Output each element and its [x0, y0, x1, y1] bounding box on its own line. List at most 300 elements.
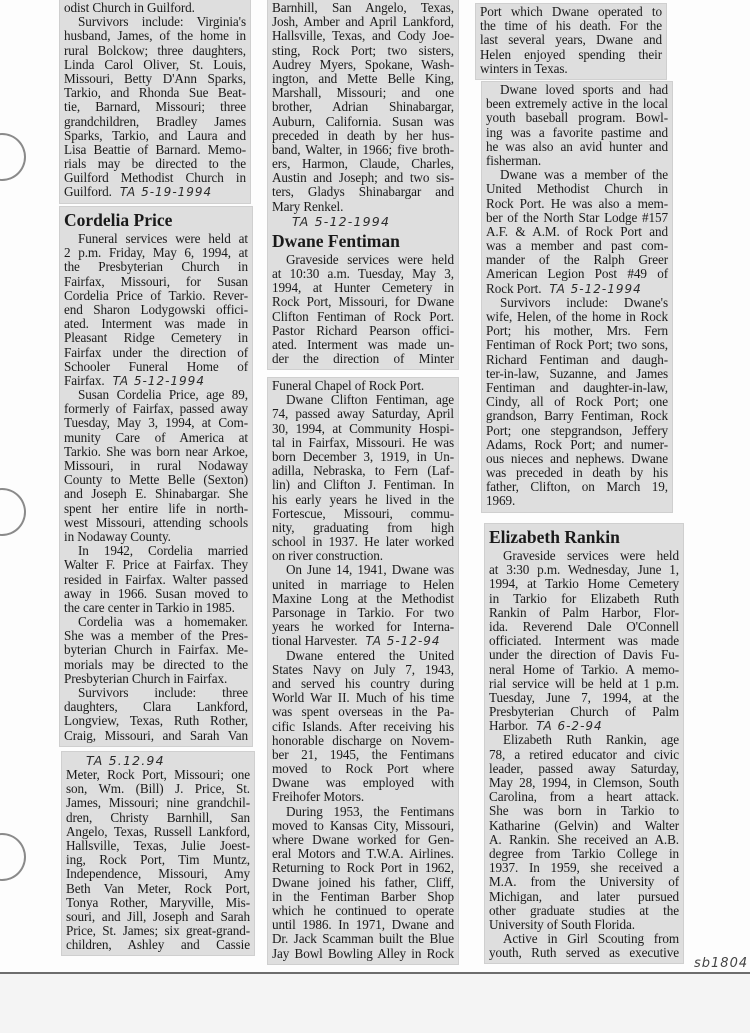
text-line-content: 78, a retired educator and civic: [489, 746, 679, 762]
text-line: [272, 493, 454, 507]
text-line-content: Dwane joined his father, Cliff,: [272, 874, 454, 890]
text-line: [64, 44, 246, 58]
text-line: [66, 924, 250, 938]
text-line: [272, 805, 454, 819]
text-line: [480, 33, 662, 47]
text-line-content: A. Rankin. She received an A.B.: [489, 831, 679, 847]
text-line: [272, 861, 454, 875]
text-line: [272, 143, 454, 157]
text-line-content: ington, and Mette Belle King,: [272, 70, 454, 86]
text-line: [272, 253, 454, 267]
text-line: [486, 494, 668, 508]
text-line: [486, 239, 668, 253]
paragraph: [64, 232, 248, 388]
text-line-content: 1994, at Hunter Cemetery in: [272, 280, 454, 296]
text-line-content: spent her entire life in north-: [64, 500, 248, 516]
text-line: [64, 431, 248, 445]
text-line: [66, 867, 250, 881]
text-line-content: Rock Port, Missouri, for Dwane: [272, 294, 454, 310]
text-line: [486, 367, 668, 381]
text-line-content: in Tarkio for Elizabeth Ruth: [489, 590, 679, 606]
text-line-content: Tuesday, May 3, 1994, at Com-: [64, 415, 248, 431]
text-line: [486, 168, 668, 182]
text-line-content: fisherman.: [486, 152, 542, 168]
text-line-content: United Methodist Church in: [486, 181, 668, 197]
text-line-content: tie, Barnard, Missouri; three: [64, 99, 246, 115]
text-line-content: daughters, Clara Lankford,: [64, 699, 248, 715]
text-line-content: nity, graduating from high: [272, 519, 454, 535]
text-line: [489, 577, 679, 591]
text-line: [64, 643, 248, 657]
text-line-content: degree from Tarkio College in: [489, 845, 679, 861]
text-line: [64, 516, 248, 530]
text-line-content: Meter, Rock Port, Missouri; one: [66, 767, 250, 782]
text-line: [64, 658, 248, 672]
text-line: [272, 379, 454, 393]
text-line-content: During 1953, the Fentimans: [286, 803, 454, 819]
text-line-content: Lisa Beattie of Barnard. Memo-: [64, 141, 246, 157]
text-line: [64, 232, 248, 246]
text-line: [272, 450, 454, 464]
text-line-content: 1937. In 1959, she received a: [489, 860, 679, 876]
text-line-content: children, Ashley and Cassie: [66, 937, 250, 953]
text-line-content: Audrey Myers, Spokane, Wash-: [272, 56, 454, 72]
text-line: [272, 790, 454, 804]
text-line: [489, 677, 679, 691]
text-line: [272, 748, 454, 762]
text-line: [64, 303, 248, 317]
text-line: [64, 473, 248, 487]
text-line: [66, 910, 250, 924]
handwritten-date-note: TA 6-2-94: [536, 719, 603, 734]
text-line-content: Port; his mother, Mrs. Fern: [486, 323, 668, 339]
text-line-content: Active in Girl Scouting from: [503, 931, 679, 947]
text-line-content: Price, St. James; six great-grand-: [66, 923, 250, 939]
text-line-content: 74, passed away Saturday, April: [272, 406, 454, 422]
text-line: [486, 338, 668, 352]
text-line-content: the care center in Tarkio in 1985.: [64, 599, 235, 615]
text-line-content: Austin and Joseph; and two sis-: [272, 170, 454, 186]
text-line-content: adilla, Nebraska, to Fern (Laf-: [272, 463, 454, 479]
text-line-content: son, Wm. (Bill) J. Price, St.: [66, 781, 250, 797]
text-line-content: Returning to Rock Port in 1962,: [272, 860, 454, 876]
text-line-content: Fairfax, Missouri, for Susan: [64, 273, 248, 289]
text-line: [64, 246, 248, 260]
text-line-content: Carolina, from a heart attack.: [489, 789, 679, 805]
text-line-content: last several years, Dwane and: [480, 32, 662, 48]
text-line: [272, 833, 454, 847]
text-line: [486, 267, 668, 281]
text-line-content: Dr. Jack Scamman built the Blue: [272, 931, 454, 947]
text-line-content: ber 21, 1945, the Fentimans: [272, 746, 454, 762]
text-line: [480, 5, 662, 19]
text-line-content: ated. Interment was made un-: [272, 336, 454, 352]
text-line-content: On June 14, 1941, Dwane was: [286, 562, 454, 578]
text-line: [64, 346, 248, 360]
text-line: [66, 796, 250, 810]
text-line-content: ers, Harmon, Claude, Charles,: [272, 156, 454, 172]
text-line-content: Helen enjoyed spending their: [480, 46, 662, 62]
text-line-content: A.F. & A.M. of Rock Port and: [486, 223, 668, 239]
text-line: [486, 211, 668, 225]
text-line: [64, 729, 248, 743]
text-line: [64, 714, 248, 728]
text-line-content: away in 1966. Susan moved to: [64, 585, 248, 601]
text-line-content: Tarkio, and Rhonda Sue Beat-: [64, 85, 246, 101]
text-line: [486, 324, 668, 338]
text-line: [489, 648, 679, 662]
paragraph: [64, 615, 248, 686]
text-line-content: Josh, Amber and April Lankford,: [272, 14, 454, 30]
text-line-content: Richard Fentiman and daugh-: [486, 351, 668, 367]
paragraph: [272, 393, 454, 563]
text-line-content: Walter F. Price at Fairfax. They: [64, 557, 248, 573]
text-line: [486, 438, 668, 452]
handwritten-date-note: TA 5-19-1994: [119, 185, 213, 200]
text-line-content: winters in Texas.: [480, 60, 568, 76]
handwritten-date-note: TA 5-12-1994: [549, 281, 642, 296]
newspaper-clipping: [482, 82, 672, 512]
text-line-content: mander of the Ralph Greer: [486, 252, 668, 268]
text-line: [272, 819, 454, 833]
text-line-content: May 28, 1994, in Clemson, South: [489, 775, 679, 790]
text-line-content: souri, and Jill, Joseph and Sarah: [66, 908, 250, 924]
punch-hole-icon: [0, 133, 26, 181]
text-line-content: Jay Bowl Bowling Alley in Rock: [272, 945, 454, 961]
text-line-content: dren, Christy Barnhill, San: [66, 809, 250, 825]
text-line: [272, 86, 454, 100]
text-line-content: Adams, Rock Port; and numer-: [486, 436, 668, 452]
text-line-content: end Sharon Lodygowski offici-: [64, 301, 248, 317]
text-line: [272, 407, 454, 421]
text-line: [272, 310, 454, 324]
text-line: [489, 762, 679, 776]
text-line: [272, 72, 454, 86]
text-line-content: Fairfax under the direction of: [64, 344, 248, 360]
text-line-content: Fentiman of Rock Port; two sons,: [486, 337, 668, 353]
text-line-content: united in marriage to Helen: [272, 576, 454, 592]
text-line: [64, 686, 248, 700]
text-line-content: born December 3, 1919, in Un-: [272, 448, 454, 464]
text-line: [272, 691, 454, 705]
text-line-content: Linda Carol Oliver, St. Louis,: [64, 56, 246, 72]
text-line: [272, 578, 454, 592]
text-line-content: Fortescue, Missouri, commu-: [272, 505, 454, 521]
text-line: [489, 620, 679, 634]
text-line: [272, 776, 454, 790]
text-line-content: eral Motors and T.W.A. Airlines.: [272, 846, 454, 862]
text-line-content: and served his country during: [272, 675, 454, 691]
text-line: [64, 615, 248, 629]
text-line: [64, 129, 246, 143]
text-line: [64, 171, 246, 185]
text-line: [489, 634, 679, 648]
text-line: [272, 157, 454, 171]
text-line-content: Guilford Methodist Church in: [64, 170, 246, 186]
text-line-content: ters, Gladys Shinabargar and: [272, 184, 454, 200]
text-line: [272, 606, 454, 620]
text-line: [486, 111, 668, 125]
text-line-content: Missouri, in rural Nodaway: [64, 458, 248, 473]
text-line-content: which he continued to operate: [272, 902, 454, 918]
text-line: [489, 804, 679, 818]
text-line-content: Cordelia Price of Tarkio. Rever-: [64, 287, 248, 303]
text-line-content: 1994, at Tarkio Home Cemetery: [489, 576, 679, 592]
text-line-content: Guilford.: [64, 184, 112, 200]
text-line: [66, 882, 250, 896]
text-line-content: ter-in-law, Suzanne, and James: [486, 365, 668, 381]
text-line: [272, 352, 454, 366]
text-line: [272, 44, 454, 58]
paragraph: [272, 253, 454, 367]
scanner-background: [0, 974, 750, 1033]
text-line: [64, 388, 248, 402]
text-line: [272, 185, 454, 199]
text-line: [486, 182, 668, 196]
text-line: [489, 606, 679, 620]
text-line: [64, 502, 248, 516]
paragraph: [489, 932, 679, 960]
text-line-content: Graveside services were held: [503, 548, 679, 563]
text-line: [489, 819, 679, 833]
text-line-content: husband, James, of the home in: [64, 28, 246, 44]
text-line-content: Rankin of Palm Harbor, Flor-: [489, 604, 679, 620]
text-line: [486, 253, 668, 267]
paragraph: [272, 563, 454, 648]
text-line: [64, 402, 248, 416]
text-line-content: officiated. Interment was made: [489, 633, 679, 649]
text-line: [489, 847, 679, 861]
paragraph: [486, 296, 668, 509]
text-line-content: been extremely active in the local: [486, 96, 668, 112]
text-line: [272, 281, 454, 295]
text-line-content: grandchildren, Bradley James: [64, 113, 246, 129]
text-line-content: rural Bolckow; three daughters,: [64, 42, 246, 58]
newspaper-clipping: [476, 4, 666, 79]
text-line: [489, 549, 679, 563]
text-line-content: Tonya Rother, Maryville, Mis-: [66, 894, 250, 910]
text-line-content: Craig, Missouri, and Sarah Van: [64, 727, 248, 743]
text-line-content: youth baseball program. Bowl-: [486, 110, 668, 126]
text-line-content: States Navy on July 7, 1943,: [272, 661, 454, 677]
text-line: [64, 374, 248, 388]
text-line: [272, 847, 454, 861]
text-line-content: Auburn, California. Susan was: [272, 113, 454, 129]
paragraph: [489, 733, 679, 932]
paragraph: [486, 83, 668, 168]
text-line-content: Survivors include: Dwane's: [500, 294, 668, 310]
text-line: [64, 459, 248, 473]
text-line: [486, 296, 668, 310]
handwritten-date-note: TA 5-12-1994: [112, 373, 205, 388]
text-line: [486, 83, 668, 97]
text-line: [272, 521, 454, 535]
text-line-content: under the direction of Davis Fu-: [489, 647, 679, 663]
text-line-content: in the Fentiman Barber Shop: [272, 888, 454, 904]
text-line-content: Marshall, Missouri; and one: [272, 85, 454, 101]
punch-hole-icon: [0, 488, 26, 536]
text-line-content: Dwane was employed with: [272, 775, 454, 791]
text-line: [486, 97, 668, 111]
text-line-content: lin) and Clifton J. Fentiman. In: [272, 477, 454, 493]
text-line: [66, 825, 250, 839]
text-line: [64, 157, 246, 171]
text-line: [64, 260, 248, 274]
text-line-content: Sparks, Tarkio, and Laura and: [64, 127, 246, 143]
text-line: [486, 310, 668, 324]
text-line: [272, 620, 454, 634]
text-line: [64, 629, 248, 643]
text-line-content: Barnhill, San Angelo, Texas,: [272, 0, 454, 15]
paragraph: [489, 549, 679, 733]
text-line: [66, 896, 250, 910]
text-line: [64, 275, 248, 289]
text-line-content: rial service will be held at 1 p.m.: [489, 675, 679, 691]
text-line-content: preceded in death by her hus-: [272, 127, 454, 143]
text-line: [64, 29, 246, 43]
text-line-content: munity Care of America at: [64, 429, 248, 445]
text-line: [272, 507, 454, 521]
text-line: [66, 853, 250, 867]
text-line: [489, 705, 679, 719]
text-line: [64, 331, 248, 345]
text-line: [66, 768, 250, 782]
archive-id-handwritten: sb1804: [694, 956, 749, 971]
text-line-content: Parsonage in Tarkio. For two: [272, 605, 454, 620]
text-line: [489, 776, 679, 790]
text-line: [272, 563, 454, 577]
text-line: [64, 100, 246, 114]
text-line-content: Dwane loved sports and had: [500, 82, 668, 97]
text-line-content: in Nodaway County.: [64, 528, 171, 544]
text-line-content: was preceded in death by his: [486, 465, 668, 481]
text-line: [272, 1, 454, 15]
obituary-heading: Dwane Fentiman: [272, 230, 400, 251]
text-line: [272, 876, 454, 890]
text-line-content: Presbyterian Church in Fairfax.: [64, 670, 228, 686]
text-line-content: der the direction of Minter: [272, 351, 454, 367]
text-line-content: Hallsville, Texas, Julie Joest-: [66, 837, 250, 853]
text-line-content: Cindy, all of Rock Port; one: [486, 394, 668, 410]
text-line: [486, 381, 668, 395]
text-line-content: She was born in Tarkio to: [489, 803, 679, 819]
text-line: [272, 267, 454, 281]
text-line-content: University of South Florida.: [489, 916, 635, 932]
text-line: [486, 140, 668, 154]
text-line: [272, 338, 454, 352]
text-line-content: Port which Dwane operated to: [480, 4, 662, 19]
punch-hole-icon: [0, 833, 26, 881]
text-line-content: his early years he lived in the: [272, 491, 454, 507]
text-line: [272, 200, 454, 214]
paragraph: [272, 805, 454, 961]
text-line: [64, 360, 248, 374]
text-line-content: 2 p.m. Friday, May 6, 1994, at: [64, 245, 248, 261]
text-line: [272, 115, 454, 129]
text-line: [489, 932, 679, 946]
text-line-content: Harbor.: [489, 718, 529, 734]
text-line: [64, 544, 248, 558]
text-line-content: Beth Van Meter, Rock Port,: [66, 880, 250, 896]
text-line-content: the time of his death. For the: [480, 18, 662, 34]
text-line: [489, 563, 679, 577]
text-line-content: father, Clifton, on March 19,: [486, 479, 668, 495]
text-line-content: M.A. from the University of: [489, 874, 679, 890]
text-line: [272, 549, 454, 563]
text-line-content: Susan Cordelia Price, age 89,: [78, 387, 248, 403]
text-line-content: Independence, Missouri, Amy: [66, 866, 250, 882]
text-line-content: Pleasant Ridge Cemetery in: [64, 330, 248, 346]
text-line: [64, 445, 248, 459]
text-line-content: County to Mette Belle (Sexton): [64, 472, 248, 488]
text-line: [489, 904, 679, 918]
text-line-content: morials may be directed to the: [64, 656, 248, 672]
text-line: [486, 353, 668, 367]
newspaper-clipping: [485, 524, 683, 963]
text-line-content: Survivors include: three: [78, 685, 248, 700]
text-line-content: until 1986. In 1971, Dwane and: [272, 917, 454, 933]
text-line-content: he was also an avid hunter and: [486, 138, 668, 154]
text-line-content: Funeral Chapel of Rock Port.: [272, 378, 425, 393]
text-line: [64, 1, 246, 15]
text-line: [64, 416, 248, 430]
text-line: [66, 782, 250, 796]
text-line: [272, 663, 454, 677]
paragraph: [272, 649, 454, 805]
text-line: [489, 592, 679, 606]
text-line: [272, 918, 454, 932]
text-line: [489, 918, 679, 932]
text-line: [272, 15, 454, 29]
text-line-content: ing was a favorite pastime and: [486, 124, 668, 140]
text-line: [64, 58, 246, 72]
text-line: [64, 558, 248, 572]
text-line-content: 30, 1994, at Community Hospi-: [272, 420, 454, 436]
text-line: [489, 790, 679, 804]
text-line-content: moved to Kansas City, Missouri,: [272, 817, 454, 833]
text-line-content: Katharine (Gelvin) and Walter: [489, 817, 679, 833]
text-line-content: and Joseph E. Shinabargar. She: [64, 486, 248, 502]
text-line: [272, 932, 454, 946]
text-line: [486, 282, 668, 296]
text-line: [272, 100, 454, 114]
text-line: [64, 587, 248, 601]
text-line: [64, 143, 246, 157]
text-line-content: Graveside services were held: [286, 251, 454, 267]
text-line: [489, 833, 679, 847]
text-line: [64, 15, 246, 29]
text-line-content: Elizabeth Ruth Rankin, age: [503, 732, 679, 748]
handwritten-date-note: TA 5-12-1994: [292, 213, 391, 229]
text-line: [64, 530, 248, 544]
text-line-content: Dwane entered the United: [286, 647, 454, 663]
text-line-content: Fentiman and daughter-in-law,: [486, 379, 668, 395]
text-line: [66, 938, 250, 952]
text-line: [64, 185, 246, 199]
text-line-content: at 10:30 a.m. Tuesday, May 3,: [272, 266, 454, 281]
text-line: [486, 424, 668, 438]
text-line-content: sting, Rock Port; two sisters,: [272, 42, 454, 58]
text-line: [489, 733, 679, 747]
text-line-content: was a member and past com-: [486, 238, 668, 254]
text-line: [64, 672, 248, 686]
text-line: [489, 946, 679, 960]
text-line: [64, 86, 246, 100]
text-line: [66, 839, 250, 853]
text-line: [486, 409, 668, 423]
text-line: [489, 719, 679, 733]
text-line-content: ing, Rock Port, Tim Muntz,: [66, 852, 250, 868]
